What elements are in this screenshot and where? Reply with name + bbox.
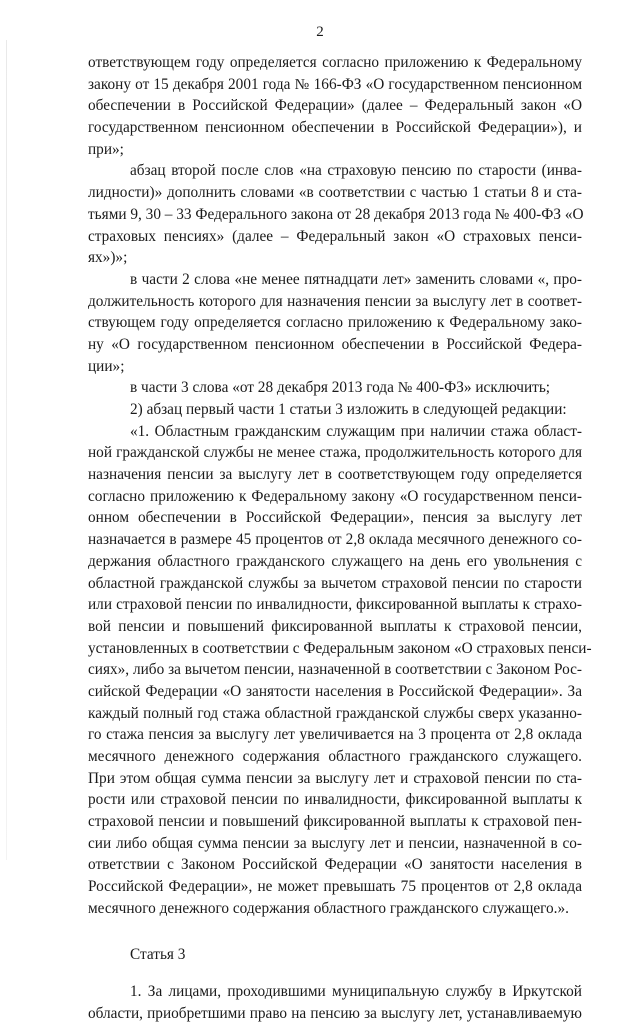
scan-edge: [6, 40, 7, 860]
paragraph-continuation: [88, 52, 582, 160]
text-line: лидности)» дополнить словами «в соответствии с частью 1 статьи 8 и ста-: [88, 184, 582, 202]
text-line: каждый полный год стажа областной гражданской службы сверх указанно-: [88, 704, 582, 722]
text-line: ции»;: [88, 357, 125, 375]
paragraph-amendment-second: [88, 160, 582, 268]
text-line: абзац второй после слов «на страховую пенсию по старости (инва-: [130, 162, 582, 180]
paragraph-amendment-part2: [88, 269, 582, 377]
spacer: [88, 965, 582, 981]
text-line: ответствующем году определяется согласно приложению к Федеральному: [88, 54, 582, 71]
text-line: рости или страховой пенсии по инвалидности, фиксированной выплаты к: [88, 791, 582, 809]
text-line: страховой пенсии и повышений фиксированной выплаты к страховой пен-: [88, 813, 582, 831]
text-line: должительность которого для назначения пенсии за выслугу лет в соответ-: [88, 292, 582, 310]
text-line: вой пенсии и повышений фиксированной выплаты к страховой пенсии,: [88, 617, 582, 635]
text-line: 1. За лицами, проходившими муниципальную службу в Иркутской: [130, 983, 582, 1001]
text-line: онном обеспечении в Российской Федерации», пенсия за выслугу лет: [88, 509, 582, 527]
text-line: сии либо общая сумма пенсии за выслугу лет и пенсии, назначенной в со-: [88, 834, 582, 852]
text-line: месячного денежного содержания областного гражданского служащего.: [88, 748, 582, 765]
text-line: закону от 15 декабря 2001 года № 166-ФЗ «О государственном пенсионном: [88, 75, 582, 93]
text-line: при»;: [88, 140, 124, 158]
article-heading: Статья 3: [130, 945, 186, 963]
text-line: месячного денежного содержания областного гражданского служащего.».: [88, 899, 569, 917]
text-line: При этом общая сумма пенсии за выслугу лет и страховой пенсии по ста-: [88, 769, 582, 787]
text-line: держания областного гражданского служащего на день его увольнения с: [88, 552, 582, 570]
text-line: согласно приложению к Федеральному закону «О государственном пенси-: [88, 487, 582, 505]
text-line: назначения пенсии за выслугу лет в соответствующем году определяется: [88, 466, 582, 484]
text-line: или страховой пенсии по инвалидности, фиксированной выплаты к страхо-: [88, 596, 582, 614]
text-line: го стажа пенсия за выслугу лет увеличивается на 3 процента от 2,8 оклада: [88, 726, 582, 744]
text-line: ной гражданской службы не менее стажа, продолжительность которого для: [88, 444, 582, 462]
spacer: [88, 920, 582, 944]
text-line: страховых пенсиях» (далее – Федеральный закон «О страховых пенси-: [88, 227, 582, 245]
text-line: в части 2 слова «не менее пятнадцати лет» заменить словами «, про-: [130, 270, 582, 288]
document-body: [88, 52, 592, 1025]
text-line: сиях», либо за вычетом пенсии, назначенной в соответствии с Законом Рос-: [88, 661, 582, 679]
paragraph-amendment-part3: [88, 377, 582, 420]
text-line: 2) абзац первый части 1 статьи 3 изложить в следующей редакции:: [130, 401, 567, 418]
text-line: области, приобретшими право на пенсию за выслугу лет, устанавливаемую: [88, 1004, 582, 1022]
paragraph-article3-part1: [88, 981, 582, 1024]
text-line: ну «О государственном пенсионном обеспечении в Российской Федера-: [88, 335, 582, 353]
text-line: в части 3 слова «от 28 декабря 2013 года № 400-ФЗ» исключить;: [130, 379, 551, 397]
text-line: сийской Федерации «О занятости населения в Российской Федерации». За: [88, 682, 582, 700]
text-line: ях»)»;: [88, 249, 128, 267]
paragraph-new-wording: [88, 421, 592, 920]
text-line: ответствии с Законом Российской Федерации «О занятости населения в: [88, 856, 582, 874]
text-line: установленных в соответствии с Федеральным законом «О страховых пенси-: [88, 639, 592, 657]
page-number: 2: [316, 24, 324, 40]
text-line: государственном пенсионном обеспечении в Российской Федерации»), и: [88, 119, 582, 137]
text-line: тьями 9, 30 – 33 Федерального закона от 28 декабря 2013 года № 400-ФЗ «О: [88, 205, 584, 223]
text-line: обеспечении в Российской Федерации» (далее – Федеральный закон «О: [88, 97, 582, 115]
text-line: «1. Областным гражданским служащим при наличии стажа област-: [130, 422, 582, 440]
text-line: ствующем году определяется согласно приложению к Федеральному зако-: [88, 314, 582, 332]
text-line: назначается в размере 45 процентов от 2,8 оклада месячного денежного со-: [88, 531, 582, 549]
text-line: Российской Федерации», не может превышать 75 процентов от 2,8 оклада: [88, 878, 582, 896]
text-line: областной гражданской службы за вычетом страховой пенсии по старости: [88, 574, 582, 592]
